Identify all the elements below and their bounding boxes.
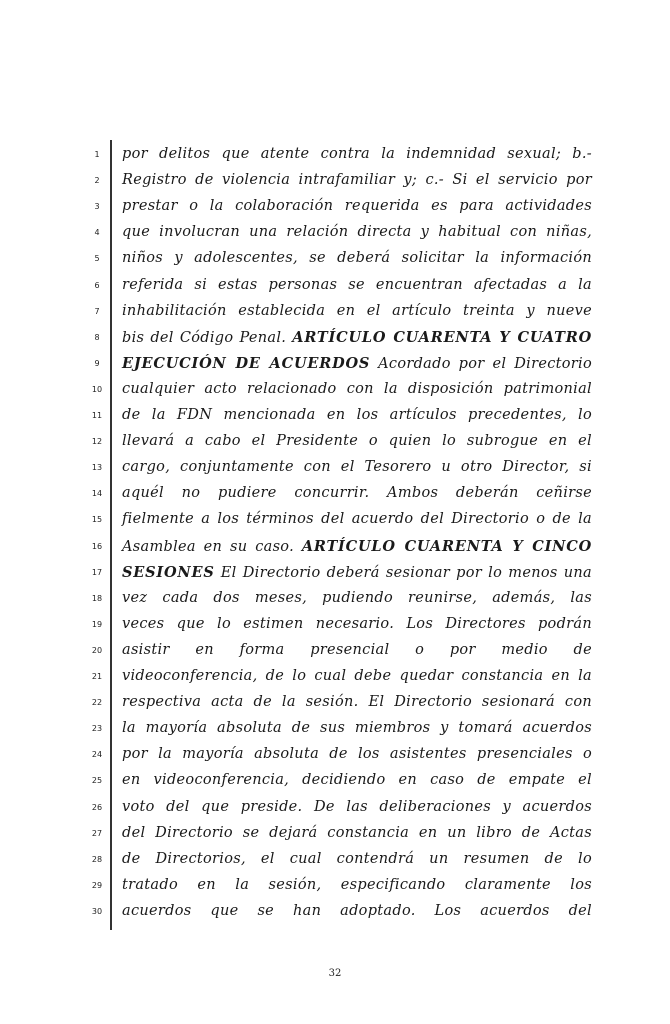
line-number: 18 (91, 593, 103, 603)
line-number: 4 (94, 228, 100, 238)
text-span: que involucran una relación directa y habitual con niñas, (122, 224, 592, 241)
line-number: 23 (91, 724, 103, 734)
text-span: de Directorios, el cual contendrá un resumen de lo (122, 850, 592, 867)
line-number: 10 (91, 384, 103, 394)
text-span: por delitos que atente contra la indemnidad sexual; b.- (122, 146, 592, 162)
line-number: 16 (91, 541, 103, 551)
text-span: prestar o la colaboración requerida es para actividades (122, 198, 592, 215)
text-line (122, 198, 592, 214)
text-span: cualquier acto relacionado con la disposición patrimonial (122, 380, 592, 397)
page-number: 32 (328, 968, 342, 979)
text-line (122, 642, 592, 658)
bold-heading: ARTÍCULO CUARENTA Y CINCO (301, 537, 592, 555)
text-line (122, 799, 592, 815)
text-line (122, 459, 592, 475)
text-line (122, 590, 592, 606)
bold-heading: ARTÍCULO CUARENTA Y CUATRO (292, 328, 592, 346)
text-span: Registro de violencia intrafamiliar y; c.- Si el servicio por (122, 172, 592, 189)
left-margin-rule (110, 140, 112, 930)
text-line (122, 564, 592, 581)
line-number: 30 (91, 906, 103, 916)
text-line (122, 355, 592, 372)
line-number: 21 (91, 672, 103, 681)
text-span: bis del Código Penal. (122, 329, 293, 346)
text-span: Asamblea en su caso. (122, 538, 302, 555)
text-span: voto del que preside. De las deliberaciones y acuerdos (122, 798, 592, 815)
text-span: por la mayoría absoluta de los asistentes presenciales o (122, 746, 592, 763)
text-line (122, 903, 592, 919)
line-number: 7 (94, 306, 100, 316)
line-number: 15 (91, 515, 103, 525)
text-span: acuerdos que se han adoptado. Los acuerdos del (122, 902, 592, 919)
text-line (122, 746, 592, 762)
text-span: niños y adolescentes, se deberá solicitar la información (122, 250, 592, 267)
text-line (122, 381, 592, 397)
line-number: 12 (91, 437, 103, 447)
text-span: El Directorio deberá sesionar por lo menos una (214, 564, 592, 581)
line-number: 1 (94, 150, 100, 159)
bold-heading: SESIONES (122, 563, 215, 581)
line-number: 13 (91, 463, 103, 473)
text-span: respectiva acta de la sesión. El Directorio sesionará con (122, 694, 592, 711)
line-number: 25 (91, 776, 103, 786)
text-line (122, 433, 592, 449)
text-line (122, 538, 592, 555)
text-span: en videoconferencia, decidiendo en caso de empate el (122, 772, 592, 789)
text-span: vez cada dos meses, pudiendo reunirse, además, las (122, 589, 592, 606)
line-number: 19 (91, 619, 103, 629)
text-span: tratado en la sesión, especificando claramente los (122, 876, 592, 893)
text-line (122, 224, 592, 240)
line-number: 20 (91, 645, 103, 655)
line-number: 26 (91, 802, 103, 812)
text-span: llevará a cabo el Presidente o quien lo subrogue en el (122, 433, 592, 450)
text-line (122, 407, 592, 423)
line-number: 28 (91, 854, 103, 864)
text-line (122, 772, 592, 788)
text-line (122, 877, 592, 893)
text-span: videoconferencia, de lo cual debe quedar constancia en la (122, 668, 592, 684)
text-line (122, 172, 592, 188)
bold-heading: EJECUCIÓN DE ACUERDOS (122, 354, 371, 372)
line-number: 24 (91, 750, 103, 760)
line-number: 5 (94, 254, 100, 264)
text-line (122, 485, 592, 501)
line-number: 11 (91, 411, 103, 420)
line-number: 6 (94, 280, 100, 290)
text-span: referida si estas personas se encuentran afectadas a la (122, 276, 592, 293)
text-span: aquél no pudiere concurrir. Ambos deberán ceñirse (122, 485, 592, 502)
text-line (122, 250, 592, 266)
text-line (122, 851, 592, 867)
text-line (122, 146, 592, 162)
text-span: fielmente a los términos del acuerdo del Directorio o de la (122, 511, 592, 528)
text-line (122, 277, 592, 293)
text-line (122, 694, 592, 710)
line-number: 22 (91, 698, 103, 708)
text-span: la mayoría absoluta de sus miembros y tomará acuerdos (122, 720, 592, 737)
text-span: veces que lo estimen necesario. Los Directores podrán (122, 615, 592, 632)
text-line (122, 616, 592, 632)
line-number: 27 (91, 828, 103, 838)
line-number: 8 (94, 332, 100, 342)
text-span: cargo, conjuntamente con el Tesorero u otro Director, si (122, 459, 592, 476)
line-number: 14 (91, 489, 103, 499)
text-span: de la FDN mencionada en los artículos precedentes, lo (122, 407, 592, 423)
text-span: Acordado por el Directorio (370, 355, 592, 372)
line-number: 29 (91, 880, 103, 890)
line-number: 2 (94, 176, 100, 186)
text-line (122, 825, 592, 841)
text-line (122, 720, 592, 736)
text-line (122, 329, 592, 346)
text-span: asistir en forma presencial o por medio de (122, 641, 592, 658)
text-line (122, 303, 592, 319)
line-number: 17 (91, 567, 103, 577)
line-number: 9 (94, 358, 100, 368)
line-number: 3 (94, 202, 100, 212)
text-span: del Directorio se dejará constancia en un libro de Actas (122, 824, 592, 841)
text-line (122, 511, 592, 527)
text-span: inhabilitación establecida en el artículo treinta y nueve (122, 302, 592, 319)
text-line (122, 668, 592, 684)
